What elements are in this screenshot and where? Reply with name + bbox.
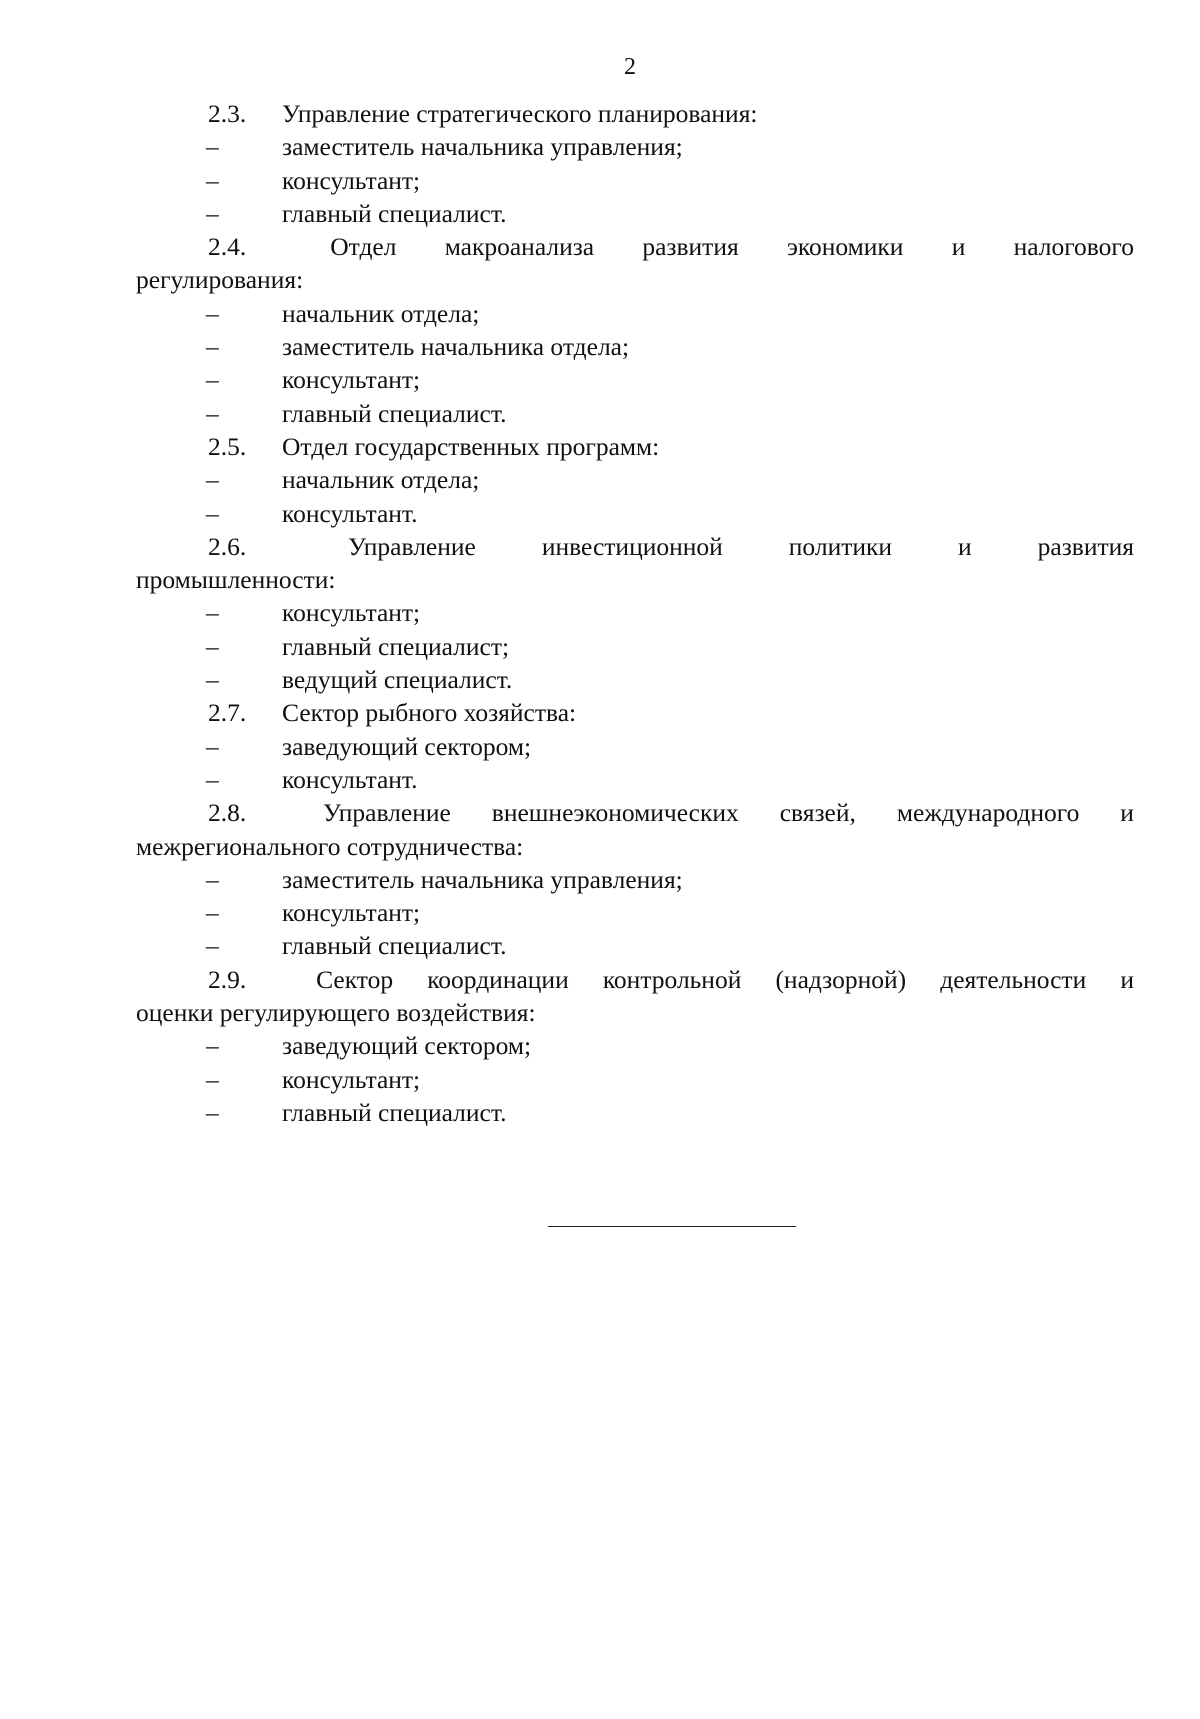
list-item bbox=[136, 164, 1134, 197]
section-heading bbox=[136, 696, 1134, 729]
section-title-word: политики bbox=[788, 531, 893, 561]
document-body bbox=[136, 97, 1134, 1129]
section-heading bbox=[136, 963, 1134, 996]
section-title-word: координации bbox=[427, 964, 569, 994]
section-title-word: и bbox=[1120, 798, 1134, 828]
section-title-word: Управление bbox=[347, 531, 476, 561]
section-number: 2.4. bbox=[208, 232, 247, 262]
dash-bullet: – bbox=[206, 132, 219, 162]
dash-bullet: – bbox=[206, 498, 219, 528]
section-heading bbox=[136, 530, 1134, 563]
section-number: 2.9. bbox=[208, 964, 247, 994]
section-title-word: Сектор bbox=[316, 964, 394, 994]
section-heading bbox=[136, 97, 1134, 130]
list-item bbox=[136, 896, 1134, 929]
list-item-text: консультант; bbox=[282, 898, 421, 928]
dash-bullet: – bbox=[206, 1031, 219, 1061]
dash-bullet: – bbox=[206, 665, 219, 695]
section-title-word: инвестиционной bbox=[541, 531, 723, 561]
section-title-word: и bbox=[951, 232, 966, 262]
list-item-text: заведующий сектором; bbox=[282, 731, 532, 761]
dash-bullet: – bbox=[206, 332, 219, 362]
section-title-word: Отдел государственных программ: bbox=[282, 431, 660, 461]
dash-bullet: – bbox=[206, 731, 219, 761]
list-item bbox=[136, 297, 1134, 330]
list-item bbox=[136, 330, 1134, 363]
list-item-text: консультант; bbox=[282, 598, 421, 628]
list-item-text: консультант. bbox=[282, 764, 418, 794]
dash-bullet: – bbox=[206, 298, 219, 328]
list-item-text: ведущий специалист. bbox=[282, 665, 513, 695]
page-number: 2 bbox=[624, 54, 636, 80]
list-item bbox=[136, 596, 1134, 629]
list-item bbox=[136, 1096, 1134, 1129]
list-item bbox=[136, 1063, 1134, 1096]
list-item-text: заместитель начальника управления; bbox=[282, 864, 683, 894]
list-item bbox=[136, 630, 1134, 663]
section-title-word: и bbox=[958, 531, 972, 561]
dash-bullet: – bbox=[206, 198, 219, 228]
list-item bbox=[136, 763, 1134, 796]
section-title-word: связей, bbox=[779, 798, 856, 828]
section-number: 2.3. bbox=[208, 99, 247, 128]
list-item-text: консультант; bbox=[282, 365, 421, 395]
section-title-word: макроанализа bbox=[444, 232, 595, 262]
dash-bullet: – bbox=[206, 898, 219, 928]
dash-bullet: – bbox=[206, 465, 219, 495]
section-title-word: развития bbox=[642, 232, 739, 262]
list-item-text: консультант; bbox=[282, 1064, 421, 1094]
list-item bbox=[136, 663, 1134, 696]
section-title-continuation: оценки регулирующего воздействия: bbox=[136, 998, 536, 1028]
list-item-text: главный специалист. bbox=[282, 931, 507, 961]
section-number: 2.8. bbox=[208, 798, 247, 828]
section-title-continuation: регулирования: bbox=[136, 265, 304, 295]
list-item bbox=[136, 363, 1134, 396]
section-title-word: экономики bbox=[786, 232, 904, 262]
list-item-text: главный специалист. bbox=[282, 1097, 507, 1127]
dash-bullet: – bbox=[206, 1097, 219, 1127]
list-item-text: заместитель начальника управления; bbox=[282, 132, 683, 162]
list-item-text: начальник отдела; bbox=[282, 298, 480, 328]
dash-bullet: – bbox=[206, 864, 219, 894]
dash-bullet: – bbox=[206, 165, 219, 195]
section-number: 2.5. bbox=[208, 431, 247, 461]
list-item bbox=[136, 497, 1134, 530]
section-title-word: внешнеэкономических bbox=[491, 798, 739, 828]
dash-bullet: – bbox=[206, 764, 219, 794]
list-item bbox=[136, 463, 1134, 496]
section-title-word: международного bbox=[896, 798, 1080, 828]
section-heading bbox=[136, 430, 1134, 463]
dash-bullet: – bbox=[206, 931, 219, 961]
section-number: 2.7. bbox=[208, 698, 247, 728]
section-title-continuation: промышленности: bbox=[136, 565, 336, 595]
section-title-word: Отдел bbox=[330, 232, 397, 262]
list-item bbox=[136, 130, 1134, 163]
section-title-word: развития bbox=[1037, 531, 1134, 561]
list-item-text: главный специалист; bbox=[282, 631, 510, 661]
list-item-text: заместитель начальника отдела; bbox=[282, 332, 630, 362]
section-title-word: налогового bbox=[1013, 232, 1134, 262]
dash-bullet: – bbox=[206, 365, 219, 395]
section-title-continuation: межрегионального сотрудничества: bbox=[136, 831, 524, 861]
list-item-text: главный специалист. bbox=[282, 198, 507, 228]
list-item-text: начальник отдела; bbox=[282, 465, 480, 495]
section-title-word: Управление стратегического планирования: bbox=[282, 99, 758, 128]
list-item-text: главный специалист. bbox=[282, 398, 507, 428]
section-title-word: (надзорной) bbox=[775, 964, 907, 994]
section-heading bbox=[136, 230, 1134, 263]
section-title-word: и bbox=[1120, 964, 1134, 994]
end-of-text-rule bbox=[548, 1226, 796, 1227]
list-item bbox=[136, 863, 1134, 896]
section-title-word: деятельности bbox=[940, 964, 1087, 994]
list-item-text: консультант; bbox=[282, 165, 421, 195]
dash-bullet: – bbox=[206, 631, 219, 661]
list-item bbox=[136, 197, 1134, 230]
section-number: 2.6. bbox=[208, 531, 247, 561]
dash-bullet: – bbox=[206, 1064, 219, 1094]
list-item-text: заведующий сектором; bbox=[282, 1031, 532, 1061]
section-title-word: Управление bbox=[322, 798, 451, 828]
list-item bbox=[136, 730, 1134, 763]
section-title-word: Сектор рыбного хозяйства: bbox=[282, 698, 577, 728]
list-item bbox=[136, 1029, 1134, 1062]
list-item bbox=[136, 397, 1134, 430]
list-item bbox=[136, 929, 1134, 962]
section-heading bbox=[136, 796, 1134, 829]
list-item-text: консультант. bbox=[282, 498, 418, 528]
dash-bullet: – bbox=[206, 598, 219, 628]
dash-bullet: – bbox=[206, 398, 219, 428]
section-title-word: контрольной bbox=[602, 964, 742, 994]
